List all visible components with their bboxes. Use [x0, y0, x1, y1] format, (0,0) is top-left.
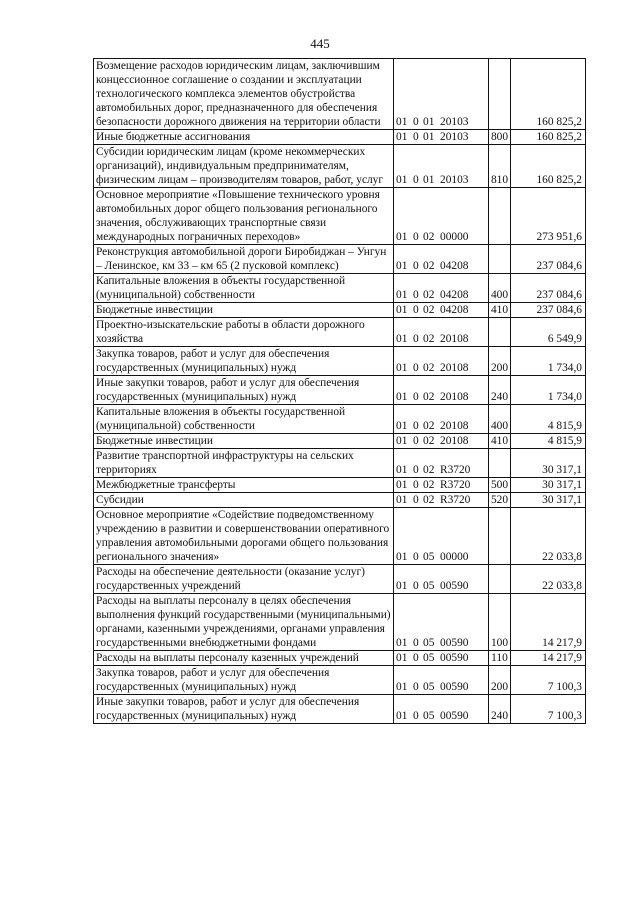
program-code: 01 — [396, 131, 408, 143]
row-expense-type: 410 — [489, 303, 511, 318]
row-amount: 7 100,3 — [511, 695, 586, 724]
measure-code: 05 — [423, 551, 435, 563]
measure-code: 02 — [423, 304, 435, 316]
row-expense-type — [489, 318, 511, 347]
table-row — [94, 188, 586, 245]
measure-code: 02 — [423, 494, 435, 506]
subprogram-code: 0 — [413, 174, 419, 186]
direction-code: 20108 — [440, 333, 469, 345]
row-name: Иные закупки товаров, работ и услуг для обеспечения государственных (муниципальных) нужд — [94, 376, 394, 405]
subprogram-code: 0 — [413, 580, 419, 592]
row-name: Расходы на выплаты персоналу в целях обеспечения выполнения функций государственными (муниципальными) органами, казенными учреждениями, органами управления государственными внебюджетными фондами — [94, 594, 394, 651]
row-amount: 160 825,2 — [511, 59, 586, 130]
row-name: Развитие транспортной инфраструктуры на сельских территориях — [94, 449, 394, 478]
row-target-code — [394, 188, 489, 245]
subprogram-code: 0 — [413, 289, 419, 301]
row-target-code — [394, 59, 489, 130]
program-code: 01 — [396, 304, 408, 316]
row-name: Возмещение расходов юридическим лицам, заключившим концессионное соглашение о создании и эксплуатации технологического комплекса элементов обустройства автомобильных дорог, предназначенного для обеспечения безопасности дорожного движения на территории области — [94, 59, 394, 130]
row-expense-type — [489, 245, 511, 274]
measure-code: 05 — [423, 652, 435, 664]
measure-code: 02 — [423, 362, 435, 374]
table-row — [94, 318, 586, 347]
row-amount: 30 317,1 — [511, 449, 586, 478]
direction-code: 00000 — [440, 231, 469, 243]
measure-code: 02 — [423, 260, 435, 272]
measure-code: 02 — [423, 479, 435, 491]
row-expense-type — [489, 188, 511, 245]
table-row — [94, 59, 586, 130]
row-expense-type: 400 — [489, 274, 511, 303]
row-name: Капитальные вложения в объекты государственной (муниципальной) собственности — [94, 274, 394, 303]
table-row — [94, 274, 586, 303]
direction-code: R3720 — [440, 494, 471, 506]
subprogram-code: 0 — [413, 362, 419, 374]
row-amount: 237 084,6 — [511, 245, 586, 274]
row-expense-type: 100 — [489, 594, 511, 651]
program-code: 01 — [396, 420, 408, 432]
measure-code: 02 — [423, 231, 435, 243]
program-code: 01 — [396, 494, 408, 506]
measure-code: 02 — [423, 333, 435, 345]
table-row — [94, 565, 586, 594]
row-target-code — [394, 449, 489, 478]
measure-code: 05 — [423, 710, 435, 722]
row-amount: 160 825,2 — [511, 130, 586, 145]
direction-code: 00590 — [440, 637, 469, 649]
program-code: 01 — [396, 391, 408, 403]
direction-code: 00590 — [440, 652, 469, 664]
measure-code: 01 — [423, 116, 435, 128]
subprogram-code: 0 — [413, 652, 419, 664]
table-row — [94, 594, 586, 651]
row-name: Иные закупки товаров, работ и услуг для обеспечения государственных (муниципальных) нужд — [94, 695, 394, 724]
row-name: Реконструкция автомобильной дороги Биробиджан – Унгун – Ленинское, км 33 – км 65 (2 пусковой комплекс) — [94, 245, 394, 274]
row-target-code — [394, 245, 489, 274]
program-code: 01 — [396, 464, 408, 476]
subprogram-code: 0 — [413, 494, 419, 506]
subprogram-code: 0 — [413, 131, 419, 143]
row-target-code — [394, 274, 489, 303]
row-expense-type: 520 — [489, 493, 511, 508]
page-number: 445 — [310, 36, 330, 51]
direction-code: 20103 — [440, 174, 469, 186]
direction-code: 00000 — [440, 551, 469, 563]
row-expense-type: 500 — [489, 478, 511, 493]
subprogram-code: 0 — [413, 116, 419, 128]
row-name: Бюджетные инвестиции — [94, 434, 394, 449]
subprogram-code: 0 — [413, 420, 419, 432]
measure-code: 05 — [423, 637, 435, 649]
table-row — [94, 376, 586, 405]
direction-code: 20108 — [440, 435, 469, 447]
table-row — [94, 478, 586, 493]
budget-table — [93, 58, 586, 724]
row-target-code — [394, 508, 489, 565]
program-code: 01 — [396, 174, 408, 186]
direction-code: R3720 — [440, 479, 471, 491]
row-amount: 4 815,9 — [511, 405, 586, 434]
measure-code: 02 — [423, 464, 435, 476]
subprogram-code: 0 — [413, 464, 419, 476]
row-target-code — [394, 130, 489, 145]
direction-code: 20103 — [440, 116, 469, 128]
row-name: Закупка товаров, работ и услуг для обеспечения государственных (муниципальных) нужд — [94, 666, 394, 695]
program-code: 01 — [396, 681, 408, 693]
subprogram-code: 0 — [413, 304, 419, 316]
direction-code: 00590 — [440, 710, 469, 722]
program-code: 01 — [396, 116, 408, 128]
row-name: Проектно-изыскательские работы в области дорожного хозяйства — [94, 318, 394, 347]
program-code: 01 — [396, 289, 408, 301]
row-target-code — [394, 347, 489, 376]
row-target-code — [394, 493, 489, 508]
direction-code: 04208 — [440, 289, 469, 301]
subprogram-code: 0 — [413, 681, 419, 693]
program-code: 01 — [396, 231, 408, 243]
row-amount: 30 317,1 — [511, 493, 586, 508]
row-amount: 237 084,6 — [511, 274, 586, 303]
row-expense-type — [489, 449, 511, 478]
row-name: Основное мероприятие «Повышение технического уровня автомобильных дорог общего пользования регионального значения, обслуживающих транспортные связи международных пограничных переходов» — [94, 188, 394, 245]
program-code: 01 — [396, 710, 408, 722]
row-name: Основное мероприятие «Содействие подведомственному учреждению в развитии и совершенствовании оперативного управления автомобильными дорогами общего пользования регионального значения» — [94, 508, 394, 565]
row-amount: 160 825,2 — [511, 145, 586, 188]
measure-code: 02 — [423, 391, 435, 403]
direction-code: 20108 — [440, 391, 469, 403]
program-code: 01 — [396, 637, 408, 649]
table-row — [94, 145, 586, 188]
row-expense-type: 800 — [489, 130, 511, 145]
direction-code: R3720 — [440, 464, 471, 476]
table-row — [94, 666, 586, 695]
row-expense-type: 240 — [489, 376, 511, 405]
row-amount: 14 217,9 — [511, 594, 586, 651]
row-amount: 273 951,6 — [511, 188, 586, 245]
subprogram-code: 0 — [413, 479, 419, 491]
row-target-code — [394, 434, 489, 449]
measure-code: 02 — [423, 435, 435, 447]
row-expense-type: 200 — [489, 666, 511, 695]
row-expense-type: 410 — [489, 434, 511, 449]
table-row — [94, 651, 586, 666]
row-expense-type — [489, 59, 511, 130]
direction-code: 20103 — [440, 131, 469, 143]
row-name: Расходы на обеспечение деятельности (оказание услуг) государственных учреждений — [94, 565, 394, 594]
subprogram-code: 0 — [413, 260, 419, 272]
row-target-code — [394, 666, 489, 695]
program-code: 01 — [396, 260, 408, 272]
program-code: 01 — [396, 362, 408, 374]
measure-code: 01 — [423, 174, 435, 186]
direction-code: 20108 — [440, 362, 469, 374]
row-expense-type: 400 — [489, 405, 511, 434]
row-amount: 4 815,9 — [511, 434, 586, 449]
row-name: Субсидии — [94, 493, 394, 508]
row-expense-type: 810 — [489, 145, 511, 188]
measure-code: 05 — [423, 580, 435, 592]
row-target-code — [394, 318, 489, 347]
table-row — [94, 508, 586, 565]
program-code: 01 — [396, 580, 408, 592]
direction-code: 00590 — [440, 580, 469, 592]
row-target-code — [394, 376, 489, 405]
program-code: 01 — [396, 652, 408, 664]
subprogram-code: 0 — [413, 391, 419, 403]
direction-code: 04208 — [440, 304, 469, 316]
row-target-code — [394, 651, 489, 666]
row-name: Расходы на выплаты персоналу казенных учреждений — [94, 651, 394, 666]
measure-code: 05 — [423, 681, 435, 693]
row-target-code — [394, 405, 489, 434]
row-name: Субсидии юридическим лицам (кроме некоммерческих организаций), индивидуальным предпринимателям, физическим лицам – производителям товаров, работ, услуг — [94, 145, 394, 188]
row-amount: 22 033,8 — [511, 565, 586, 594]
subprogram-code: 0 — [413, 231, 419, 243]
measure-code: 01 — [423, 131, 435, 143]
row-expense-type — [489, 565, 511, 594]
direction-code: 00590 — [440, 681, 469, 693]
row-target-code — [394, 145, 489, 188]
subprogram-code: 0 — [413, 333, 419, 345]
row-target-code — [394, 594, 489, 651]
direction-code: 04208 — [440, 260, 469, 272]
row-amount: 6 549,9 — [511, 318, 586, 347]
row-amount: 30 317,1 — [511, 478, 586, 493]
program-code: 01 — [396, 479, 408, 491]
row-expense-type: 110 — [489, 651, 511, 666]
row-name: Бюджетные инвестиции — [94, 303, 394, 318]
row-target-code — [394, 565, 489, 594]
row-expense-type: 240 — [489, 695, 511, 724]
subprogram-code: 0 — [413, 435, 419, 447]
row-amount: 1 734,0 — [511, 376, 586, 405]
table-row — [94, 405, 586, 434]
measure-code: 02 — [423, 289, 435, 301]
table-row — [94, 130, 586, 145]
row-amount: 22 033,8 — [511, 508, 586, 565]
table-row — [94, 695, 586, 724]
subprogram-code: 0 — [413, 637, 419, 649]
row-amount: 7 100,3 — [511, 666, 586, 695]
row-expense-type: 200 — [489, 347, 511, 376]
row-amount: 14 217,9 — [511, 651, 586, 666]
row-target-code — [394, 478, 489, 493]
measure-code: 02 — [423, 420, 435, 432]
table-row — [94, 245, 586, 274]
table-row — [94, 347, 586, 376]
subprogram-code: 0 — [413, 710, 419, 722]
direction-code: 20108 — [440, 420, 469, 432]
row-target-code — [394, 303, 489, 318]
row-target-code — [394, 695, 489, 724]
table-row — [94, 434, 586, 449]
program-code: 01 — [396, 435, 408, 447]
table-row — [94, 493, 586, 508]
table-row — [94, 449, 586, 478]
row-amount: 1 734,0 — [511, 347, 586, 376]
row-name: Закупка товаров, работ и услуг для обеспечения государственных (муниципальных) нужд — [94, 347, 394, 376]
row-name: Иные бюджетные ассигнования — [94, 130, 394, 145]
row-name: Капитальные вложения в объекты государственной (муниципальной) собственности — [94, 405, 394, 434]
row-name: Межбюджетные трансферты — [94, 478, 394, 493]
subprogram-code: 0 — [413, 551, 419, 563]
table-row — [94, 303, 586, 318]
program-code: 01 — [396, 551, 408, 563]
row-amount: 237 084,6 — [511, 303, 586, 318]
program-code: 01 — [396, 333, 408, 345]
row-expense-type — [489, 508, 511, 565]
